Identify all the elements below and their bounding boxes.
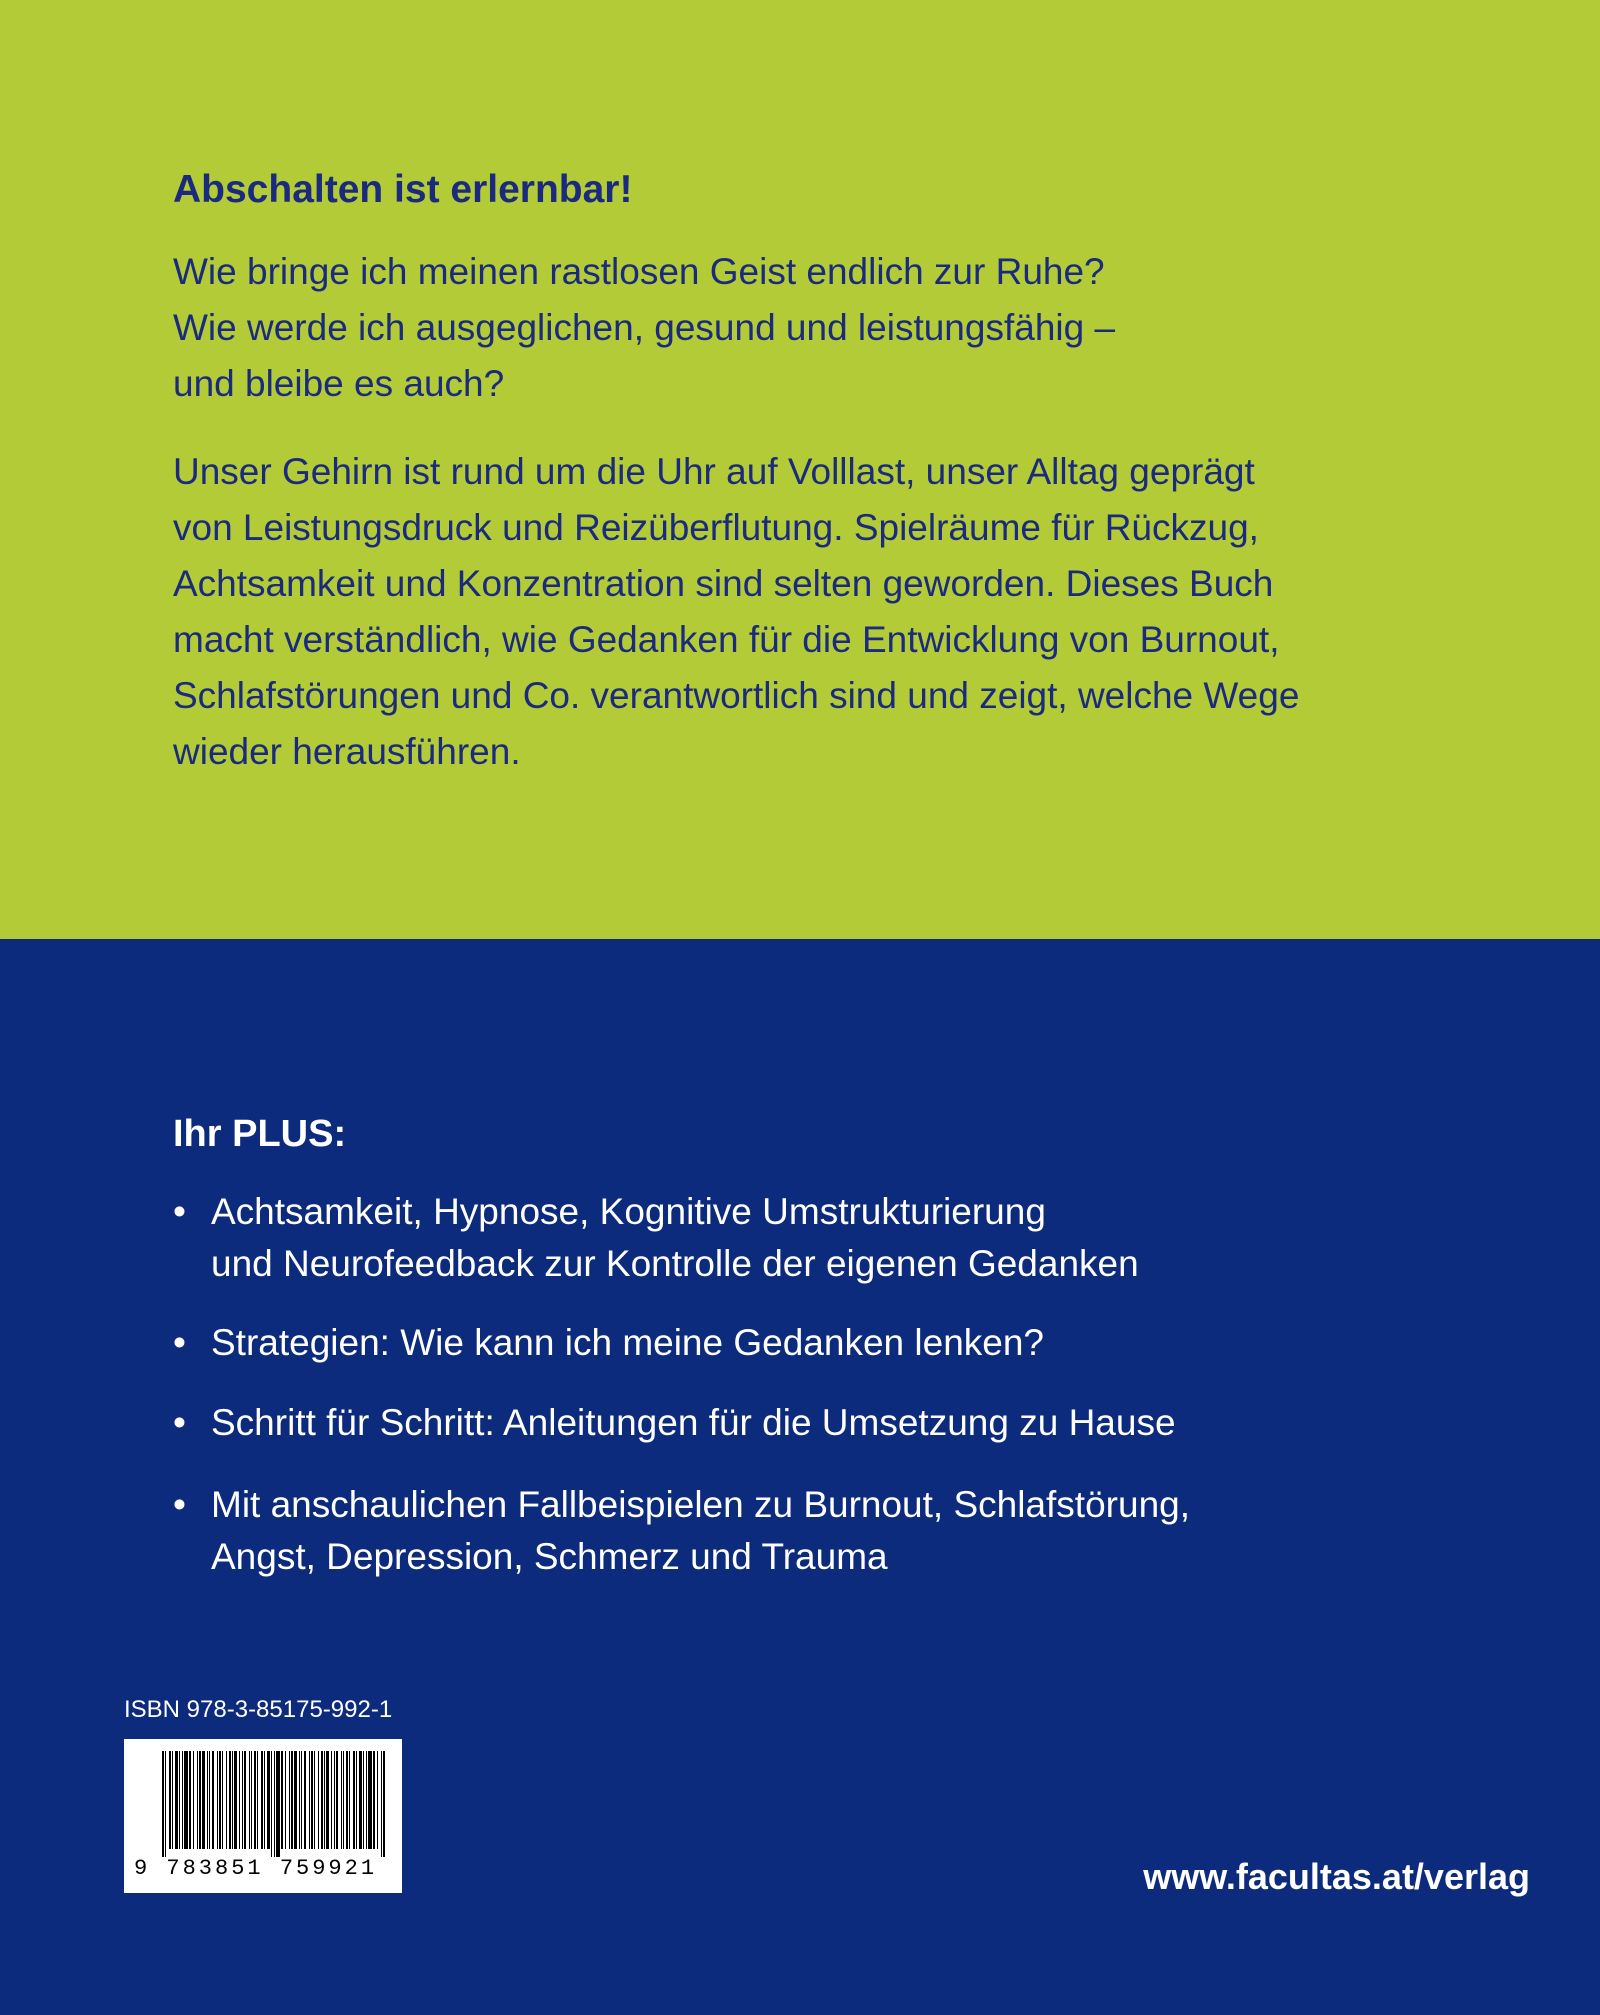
plus-heading: Ihr PLUS: bbox=[173, 1113, 347, 1155]
barcode-bar bbox=[207, 1751, 208, 1849]
barcode-bar bbox=[321, 1751, 323, 1849]
barcode-bar bbox=[212, 1751, 214, 1849]
bullet-line: und Neurofeedback zur Kontrolle der eigenen Gedanken bbox=[211, 1243, 1139, 1284]
description-line: macht verständlich, wie Gedanken für die Entwicklung von Burnout, bbox=[173, 619, 1280, 660]
barcode-bar bbox=[251, 1751, 252, 1849]
question-line: Wie werde ich ausgeglichen, gesund und leistungsfähig – bbox=[173, 307, 1116, 348]
barcode-bar bbox=[314, 1751, 315, 1849]
isbn-text: ISBN 978-3-85175-992-1 bbox=[124, 1696, 393, 1723]
description-line: wieder herausführen. bbox=[173, 731, 521, 772]
barcode-bar bbox=[199, 1751, 201, 1849]
barcode-bar bbox=[222, 1751, 223, 1849]
barcode-bar bbox=[318, 1751, 319, 1849]
barcode-bar bbox=[294, 1751, 297, 1849]
barcode-bar bbox=[184, 1751, 188, 1849]
barcode-bar bbox=[182, 1751, 183, 1849]
barcode bbox=[124, 1739, 402, 1893]
barcode-bar bbox=[162, 1751, 164, 1857]
barcode-bar bbox=[356, 1751, 357, 1849]
bullet-line: Schritt für Schritt: Anleitungen für die Umsetzung zu Hause bbox=[211, 1402, 1176, 1443]
barcode-bar bbox=[229, 1751, 231, 1849]
description-line: Schlafstörungen und Co. verantwortlich sind und zeigt, welche Wege bbox=[173, 675, 1300, 716]
barcode-bar bbox=[299, 1751, 300, 1849]
barcode-bar bbox=[202, 1751, 205, 1849]
barcode-bar bbox=[324, 1751, 325, 1849]
bullet-dot-icon: • bbox=[173, 1191, 186, 1232]
barcode-bar bbox=[383, 1751, 385, 1857]
barcode-bar bbox=[331, 1751, 332, 1849]
barcode-bar bbox=[172, 1751, 173, 1849]
barcode-bar bbox=[285, 1751, 286, 1849]
barcode-bar bbox=[377, 1751, 378, 1849]
barcode-bar bbox=[289, 1751, 290, 1849]
barcode-bar bbox=[264, 1751, 265, 1849]
headline: Abschalten ist erlernbar! bbox=[173, 168, 633, 211]
barcode-bar bbox=[334, 1751, 335, 1849]
barcode-bar bbox=[363, 1751, 364, 1849]
barcode-bar bbox=[341, 1751, 342, 1849]
barcode-bar bbox=[257, 1751, 258, 1849]
barcode-bar bbox=[254, 1751, 256, 1849]
barcode-bar bbox=[239, 1751, 240, 1849]
bullet-line: Angst, Depression, Schmerz und Trauma bbox=[211, 1536, 888, 1577]
barcode-bar bbox=[165, 1751, 166, 1857]
description-paragraph bbox=[173, 444, 1433, 780]
barcode-bar bbox=[309, 1751, 310, 1849]
barcode-bar bbox=[326, 1751, 329, 1849]
barcode-bar bbox=[281, 1751, 283, 1849]
barcode-bar bbox=[343, 1751, 344, 1849]
bullet-line: Achtsamkeit, Hypnose, Kognitive Umstrukturierung bbox=[211, 1191, 1046, 1232]
bullet-dot-icon: • bbox=[173, 1402, 186, 1443]
barcode-bar bbox=[261, 1751, 263, 1849]
description-line: Achtsamkeit und Konzentration sind selten geworden. Dieses Buch bbox=[173, 563, 1274, 604]
barcode-bar bbox=[249, 1751, 250, 1849]
bullet-dot-icon: • bbox=[173, 1484, 186, 1525]
barcode-bar bbox=[353, 1751, 355, 1849]
barcode-bar bbox=[301, 1751, 302, 1849]
barcode-bar bbox=[219, 1751, 221, 1849]
barcode-bar bbox=[381, 1751, 382, 1857]
barcode-bar bbox=[359, 1751, 362, 1849]
barcode-digits: 9 783851 759921 bbox=[134, 1856, 378, 1881]
publisher-website: www.facultas.at/verlag bbox=[1143, 1856, 1530, 1897]
barcode-bar bbox=[304, 1751, 306, 1849]
description-line: von Leistungsdruck und Reizüberflutung. Spielräume für Rückzug, bbox=[173, 507, 1259, 548]
barcode-bar bbox=[175, 1751, 178, 1849]
barcode-bar bbox=[242, 1751, 243, 1849]
barcode-bar bbox=[373, 1751, 375, 1849]
barcode-bar bbox=[267, 1751, 270, 1849]
barcode-bar bbox=[336, 1751, 338, 1849]
question-line: und bleibe es auch? bbox=[173, 363, 505, 404]
barcode-bar bbox=[346, 1751, 348, 1849]
barcode-bar bbox=[193, 1751, 194, 1849]
barcode-bar bbox=[311, 1751, 313, 1849]
bullet-line: Strategien: Wie kann ich meine Gedanken lenken? bbox=[211, 1322, 1045, 1363]
barcode-bar bbox=[274, 1751, 275, 1857]
barcode-bar bbox=[189, 1751, 191, 1849]
barcode-bar bbox=[232, 1751, 233, 1849]
barcode-bar bbox=[244, 1751, 246, 1849]
barcode-bar bbox=[271, 1751, 272, 1857]
barcode-bar bbox=[234, 1751, 237, 1849]
intro-questions bbox=[173, 244, 1433, 412]
bullet-line: Mit anschaulichen Fallbeispielen zu Burnout, Schlafstörung, bbox=[211, 1484, 1191, 1525]
barcode-bar bbox=[276, 1751, 280, 1857]
barcode-bar bbox=[368, 1751, 372, 1849]
question-line: Wie bringe ich meinen rastlosen Geist endlich zur Ruhe? bbox=[173, 251, 1105, 292]
barcode-bar bbox=[169, 1751, 171, 1849]
description-line: Unser Gehirn ist rund um die Uhr auf Volllast, unser Alltag geprägt bbox=[173, 451, 1255, 492]
barcode-bar bbox=[349, 1751, 350, 1849]
barcode-bar bbox=[366, 1751, 367, 1849]
barcode-bar bbox=[197, 1751, 198, 1849]
barcode-bar bbox=[209, 1751, 210, 1849]
barcode-bar bbox=[226, 1751, 227, 1849]
barcode-bars-icon bbox=[124, 1739, 402, 1857]
bullet-dot-icon: • bbox=[173, 1322, 186, 1363]
barcode-bar bbox=[179, 1751, 180, 1849]
barcode-bar bbox=[217, 1751, 218, 1849]
barcode-bar bbox=[291, 1751, 293, 1849]
